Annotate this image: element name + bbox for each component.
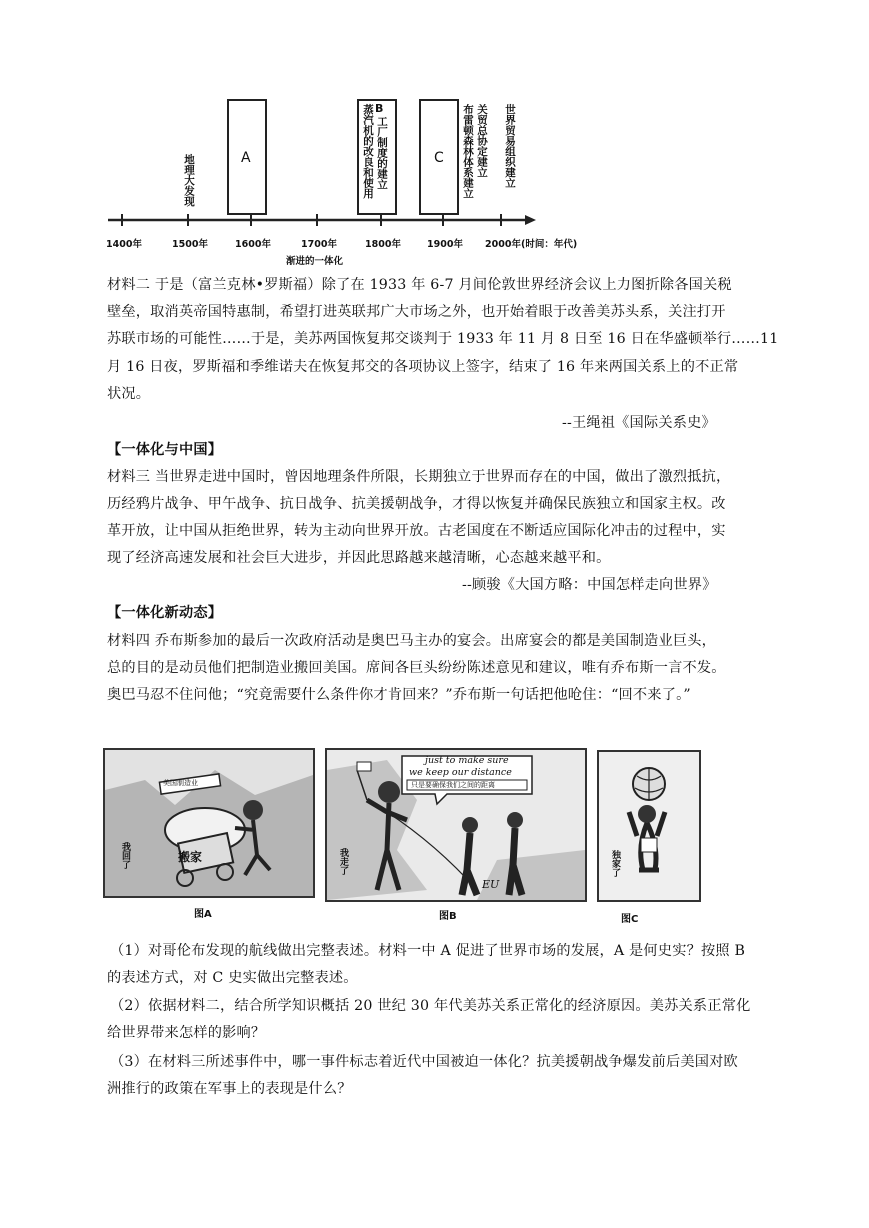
tick-label: 1600年 xyxy=(235,239,271,250)
cartoon-c-caption: 图C xyxy=(621,914,639,925)
material2-line: 月 16 日夜，罗斯福和季维诺夫在恢复邦交的各项协议上签字，结束了 16 年来两国关系上的不正常 xyxy=(107,359,739,375)
section-heading-new-trends: 【一体化新动态】 xyxy=(107,605,223,621)
cartoon-a-sign: 美国制造业 xyxy=(163,779,198,787)
question-line: 洲推行的政策在军事上的表现是什么？ xyxy=(107,1081,352,1097)
axis-arrow-icon xyxy=(525,215,536,225)
tick-label: 1500年 xyxy=(172,239,208,250)
axis-caption: 渐进的一体化 xyxy=(286,256,344,267)
material3-line: 现了经济高速发展和社会巨大进步，并因此思路越来越清晰，心态越来越平和。 xyxy=(107,550,611,566)
material2-source: --王绳祖《国际关系史》 xyxy=(562,415,716,431)
material4-line: 奥巴马忍不住问他；“究竟需要什么条件你才肯回来？”乔布斯一句话把他呛住：“回不来了。” xyxy=(107,687,691,703)
cartoon-a-illustration xyxy=(105,750,313,896)
question-line: （3）在材料三所述事件中，哪一事件标志着近代中国被迫一体化？抗美援朝战争爆发前后美国对欧 xyxy=(110,1054,738,1070)
material3-line: 历经鸦片战争、甲午战争、抗日战争、抗美援朝战争，才得以恢复并确保民族独立和国家主权。改 xyxy=(107,496,726,512)
cartoon-b xyxy=(325,748,587,902)
cartoon-a-box-text: 搬家 xyxy=(178,850,203,864)
cartoon-a xyxy=(103,748,315,898)
question-line: （2）依据材料二，结合所学知识概括 20 世纪 30 年代美苏关系正常化的经济原因。美苏关系正常化 xyxy=(110,998,751,1014)
material4-line: 总的目的是动员他们把制造业搬回美国。席间各巨头纷纷陈述意见和建议，唯有乔布斯一言不发。 xyxy=(107,660,726,676)
material2-line: 材料二 于是（富兰克林•罗斯福）除了在 1933 年 6-7 月间伦敦世界经济会议上力图折除各国关税 xyxy=(107,277,732,293)
box-c-label: C xyxy=(434,150,444,166)
label-factory-system: 工厂制度的建立 xyxy=(376,116,388,190)
label-b-letter: B xyxy=(375,102,384,115)
label-steam-engine: 蒸汽机的改良和使用 xyxy=(362,104,374,199)
material3-line: 革开放，让中国从拒绝世界，转为主动向世界开放。古老国度在不断适应国际化冲击的过程中，实 xyxy=(107,523,726,539)
tick-label: 1700年 xyxy=(301,239,337,250)
cartoon-c-illustration xyxy=(599,752,699,900)
label-wto: 世界贸易组织建立 xyxy=(504,104,516,188)
material2-line: 苏联市场的可能性……于是，美苏两国恢复邦交谈判于 1933 年 11 月 8 日至 16 日在华盛顿举行……11 xyxy=(107,331,779,347)
cartoon-b-bubble-en2: we keep our distance xyxy=(409,767,512,778)
section-heading-china: 【一体化与中国】 xyxy=(107,442,223,458)
cartoon-a-side-text: 我回了 xyxy=(120,842,130,869)
question-line: 的表述方式，对 C 史实做出完整表述。 xyxy=(107,970,358,986)
tick-label: 1400年 xyxy=(106,239,142,250)
cartoon-b-caption: 图B xyxy=(439,911,457,922)
timeline-figure xyxy=(100,90,578,270)
cartoon-c-side-text: 独家了 xyxy=(610,850,620,877)
material3-source: --顾骏《大国方略：中国怎样走向世界》 xyxy=(462,577,717,593)
label-bretton-woods: 布雷顿森林体系建立 xyxy=(462,104,474,199)
tick-label: 1900年 xyxy=(427,239,463,250)
label-gatt: 关贸总协定建立 xyxy=(476,104,488,178)
cartoon-b-bubble-cn: 只是要确保我们之间的距离 xyxy=(411,781,495,789)
cartoon-b-side-text: 我走了 xyxy=(338,848,348,875)
cartoon-c xyxy=(597,750,701,902)
material2-line: 壁垒，取消英帝国特惠制，希望打进英联邦广大市场之外，也开始着眼于改善美苏头系，关注打开 xyxy=(107,304,726,320)
cartoon-a-caption: 图A xyxy=(194,909,212,920)
material3-line: 材料三 当世界走进中国时，曾因地理条件所限，长期独立于世界而存在的中国，做出了激烈抵抗， xyxy=(107,469,731,485)
box-a-label: A xyxy=(241,150,251,166)
material4-line: 材料四 乔布斯参加的最后一次政府活动是奥巴马主办的宴会。出席宴会的都是美国制造业巨头， xyxy=(107,633,716,649)
label-geographic-discovery: 地理大发现 xyxy=(183,154,195,207)
cartoon-b-eu-label: EU xyxy=(482,878,500,891)
cartoon-b-bubble-en1: just to make sure xyxy=(425,755,509,766)
axis-unit: (时间：年代) xyxy=(521,239,578,250)
question-line: （1）对哥伦布发现的航线做出完整表述。材料一中 A 促进了世界市场的发展，A 是何史实？按照 B xyxy=(110,943,746,959)
material2-line: 状况。 xyxy=(107,386,151,402)
tick-label: 2000年 xyxy=(485,239,521,250)
question-line: 给世界带来怎样的影响？ xyxy=(107,1025,266,1041)
tick-label: 1800年 xyxy=(365,239,401,250)
